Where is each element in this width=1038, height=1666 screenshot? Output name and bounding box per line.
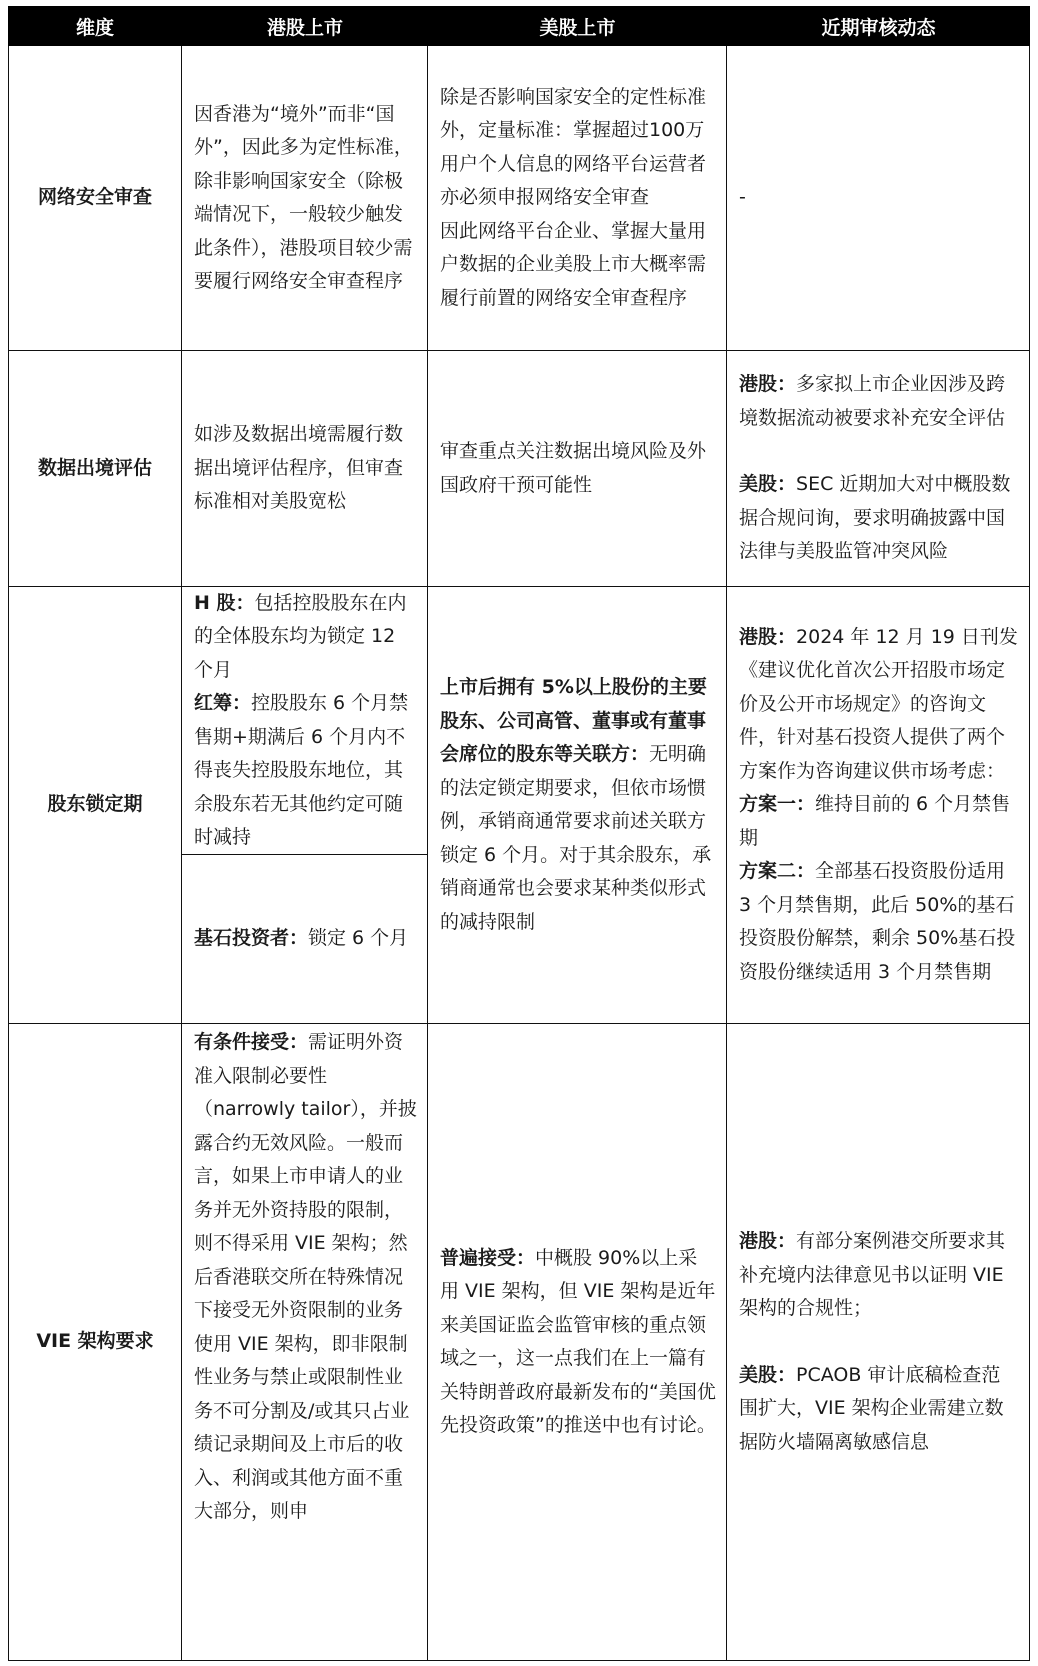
recent-hk-text: 多家拟上市企业因涉及跨境数据流动被要求补充安全评估 <box>739 373 1006 429</box>
cornerstone-text: 锁定 6 个月 <box>308 927 409 950</box>
table-row <box>8 46 1030 351</box>
table-row <box>8 351 1030 587</box>
table-header <box>8 6 1030 46</box>
hk-label: 港股： <box>739 1230 797 1252</box>
hk-subcell-h-red <box>182 587 427 855</box>
header-hk-listing: 港股上市 <box>266 16 343 39</box>
dimension-cell: 数据出境评估 <box>8 351 182 586</box>
hk-text: 如涉及数据出境需履行数据出境评估程序，但审查标准相对美股宽松 <box>194 423 404 513</box>
hk-label: 有条件接受： <box>194 1031 309 1053</box>
us-label: 美股： <box>739 1363 797 1386</box>
hk-label: 港股： <box>739 625 797 648</box>
hk-subcell-cornerstone <box>182 855 427 1023</box>
cornerstone-label: 基石投资者： <box>194 927 309 950</box>
header-dimension: 维度 <box>75 16 114 39</box>
hk-label: 港股： <box>739 373 797 396</box>
us-cell <box>428 1024 727 1660</box>
us-cell <box>428 351 727 586</box>
hk-text: 因香港为“境外”而非“国外”，因此多为定性标准，除非影响国家安全（除极端情况下，一般较少触发此条件），港股项目较少需要履行网络安全审查程序 <box>194 102 413 292</box>
dimension-cell: 股东锁定期 <box>8 587 182 1023</box>
plan2-label: 方案二： <box>739 860 816 883</box>
red-chip-text: 控股股东 6 个月禁售期+期满后 6 个月内不得丧失控股股东地位，其余股东若无其他约定可随时减持 <box>194 692 409 848</box>
header-recent-review: 近期审核动态 <box>821 16 936 39</box>
recent-cell <box>727 351 1030 586</box>
recent-hk-text: 2024 年 12 月 19 日刊发《建议优化首次公开招股市场定价及公开市场规定》的咨询文件，针对基石投资人提供了两个方案作为咨询建议供市场考虑： <box>739 625 1018 782</box>
hk-cell <box>182 587 428 1023</box>
plan1-text: 维持目前的 6 个月禁售期 <box>739 793 1011 849</box>
us-text: 无明确的法定锁定期要求，但依市场惯例，承销商通常要求前述关联方锁定 6 个月。对于其余股东，承销商通常也会要求某种类似形式的减持限制 <box>440 743 712 933</box>
recent-hk-text: 有部分案例港交所要求其补充境内法律意见书以证明 VIE 架构的合规性； <box>739 1230 1006 1319</box>
dimension-cell: VIE 架构要求 <box>8 1024 182 1660</box>
us-text: 因此网络平台企业、掌握大量用户数据的企业美股上市大概率需履行前置的网络安全审查程序 <box>440 219 707 309</box>
h-share-text: 包括控股股东在内的全体股东均为锁定 12 个月 <box>194 591 407 681</box>
us-cell <box>428 587 727 1023</box>
dimension-cell: 网络安全审查 <box>8 46 182 350</box>
hk-text: 需证明外资准入限制必要性（narrowly tailor），并披露合约无效风险。一般而言，如果上市申请人的业务并无外资持股的限制，则不得采用 VIE 架构；然后香港联交所在特殊情况下接受无外资限制的业务使用 VIE 架构，即非限制性业务与禁止或限制性业务不可分割及/或其只占业绩记录期间及上市后的收入、利润或其他方面不重大部分，则申 <box>194 1031 417 1522</box>
plan1-label: 方案一： <box>739 793 816 816</box>
h-share-label: H 股： <box>194 591 255 614</box>
us-label: 美股： <box>739 473 797 496</box>
recent-us-text: SEC 近期加大对中概股数据合规问询，要求明确披露中国法律与美股监管冲突风险 <box>739 473 1011 563</box>
hk-cell <box>182 1024 428 1660</box>
hk-cell <box>182 351 428 586</box>
us-label: 普遍接受： <box>440 1246 536 1269</box>
recent-us-text: PCAOB 审计底稿检查范围扩大，VIE 架构企业需建立数据防火墙隔离敏感信息 <box>739 1363 1004 1453</box>
red-chip-label: 红筹： <box>194 692 252 714</box>
recent-text: - <box>739 186 746 209</box>
recent-cell <box>727 46 1030 350</box>
table-row <box>8 587 1030 1024</box>
us-cell <box>428 46 727 350</box>
table-row <box>8 1024 1030 1661</box>
us-text: 中概股 90%以上采用 VIE 架构，但 VIE 架构是近年来美国证监会监管审核的重点领域之一，这一点我们在上一篇有关特朗普政府最新发布的“美国优先投资政策”的推送中也有讨论。 <box>440 1246 716 1436</box>
plan2-text: 全部基石投资股份适用 3 个月禁售期，此后 50%的基石投资股份解禁，剩余 50%基石投资股份继续适用 3 个月禁售期 <box>739 860 1016 983</box>
hk-cell <box>182 46 428 350</box>
recent-cell <box>727 1024 1030 1660</box>
us-text: 除是否影响国家安全的定性标准外，定量标准：掌握超过100万用户个人信息的网络平台运营者亦必须申报网络安全审查 <box>440 85 707 209</box>
us-label: 上市后拥有 5%以上股份的主要股东、公司高管、董事或有董事会席位的股东等关联方： <box>440 676 707 765</box>
us-text: 审查重点关注数据出境风险及外国政府干预可能性 <box>440 440 707 496</box>
header-us-listing: 美股上市 <box>539 16 616 39</box>
recent-cell <box>727 587 1030 1023</box>
